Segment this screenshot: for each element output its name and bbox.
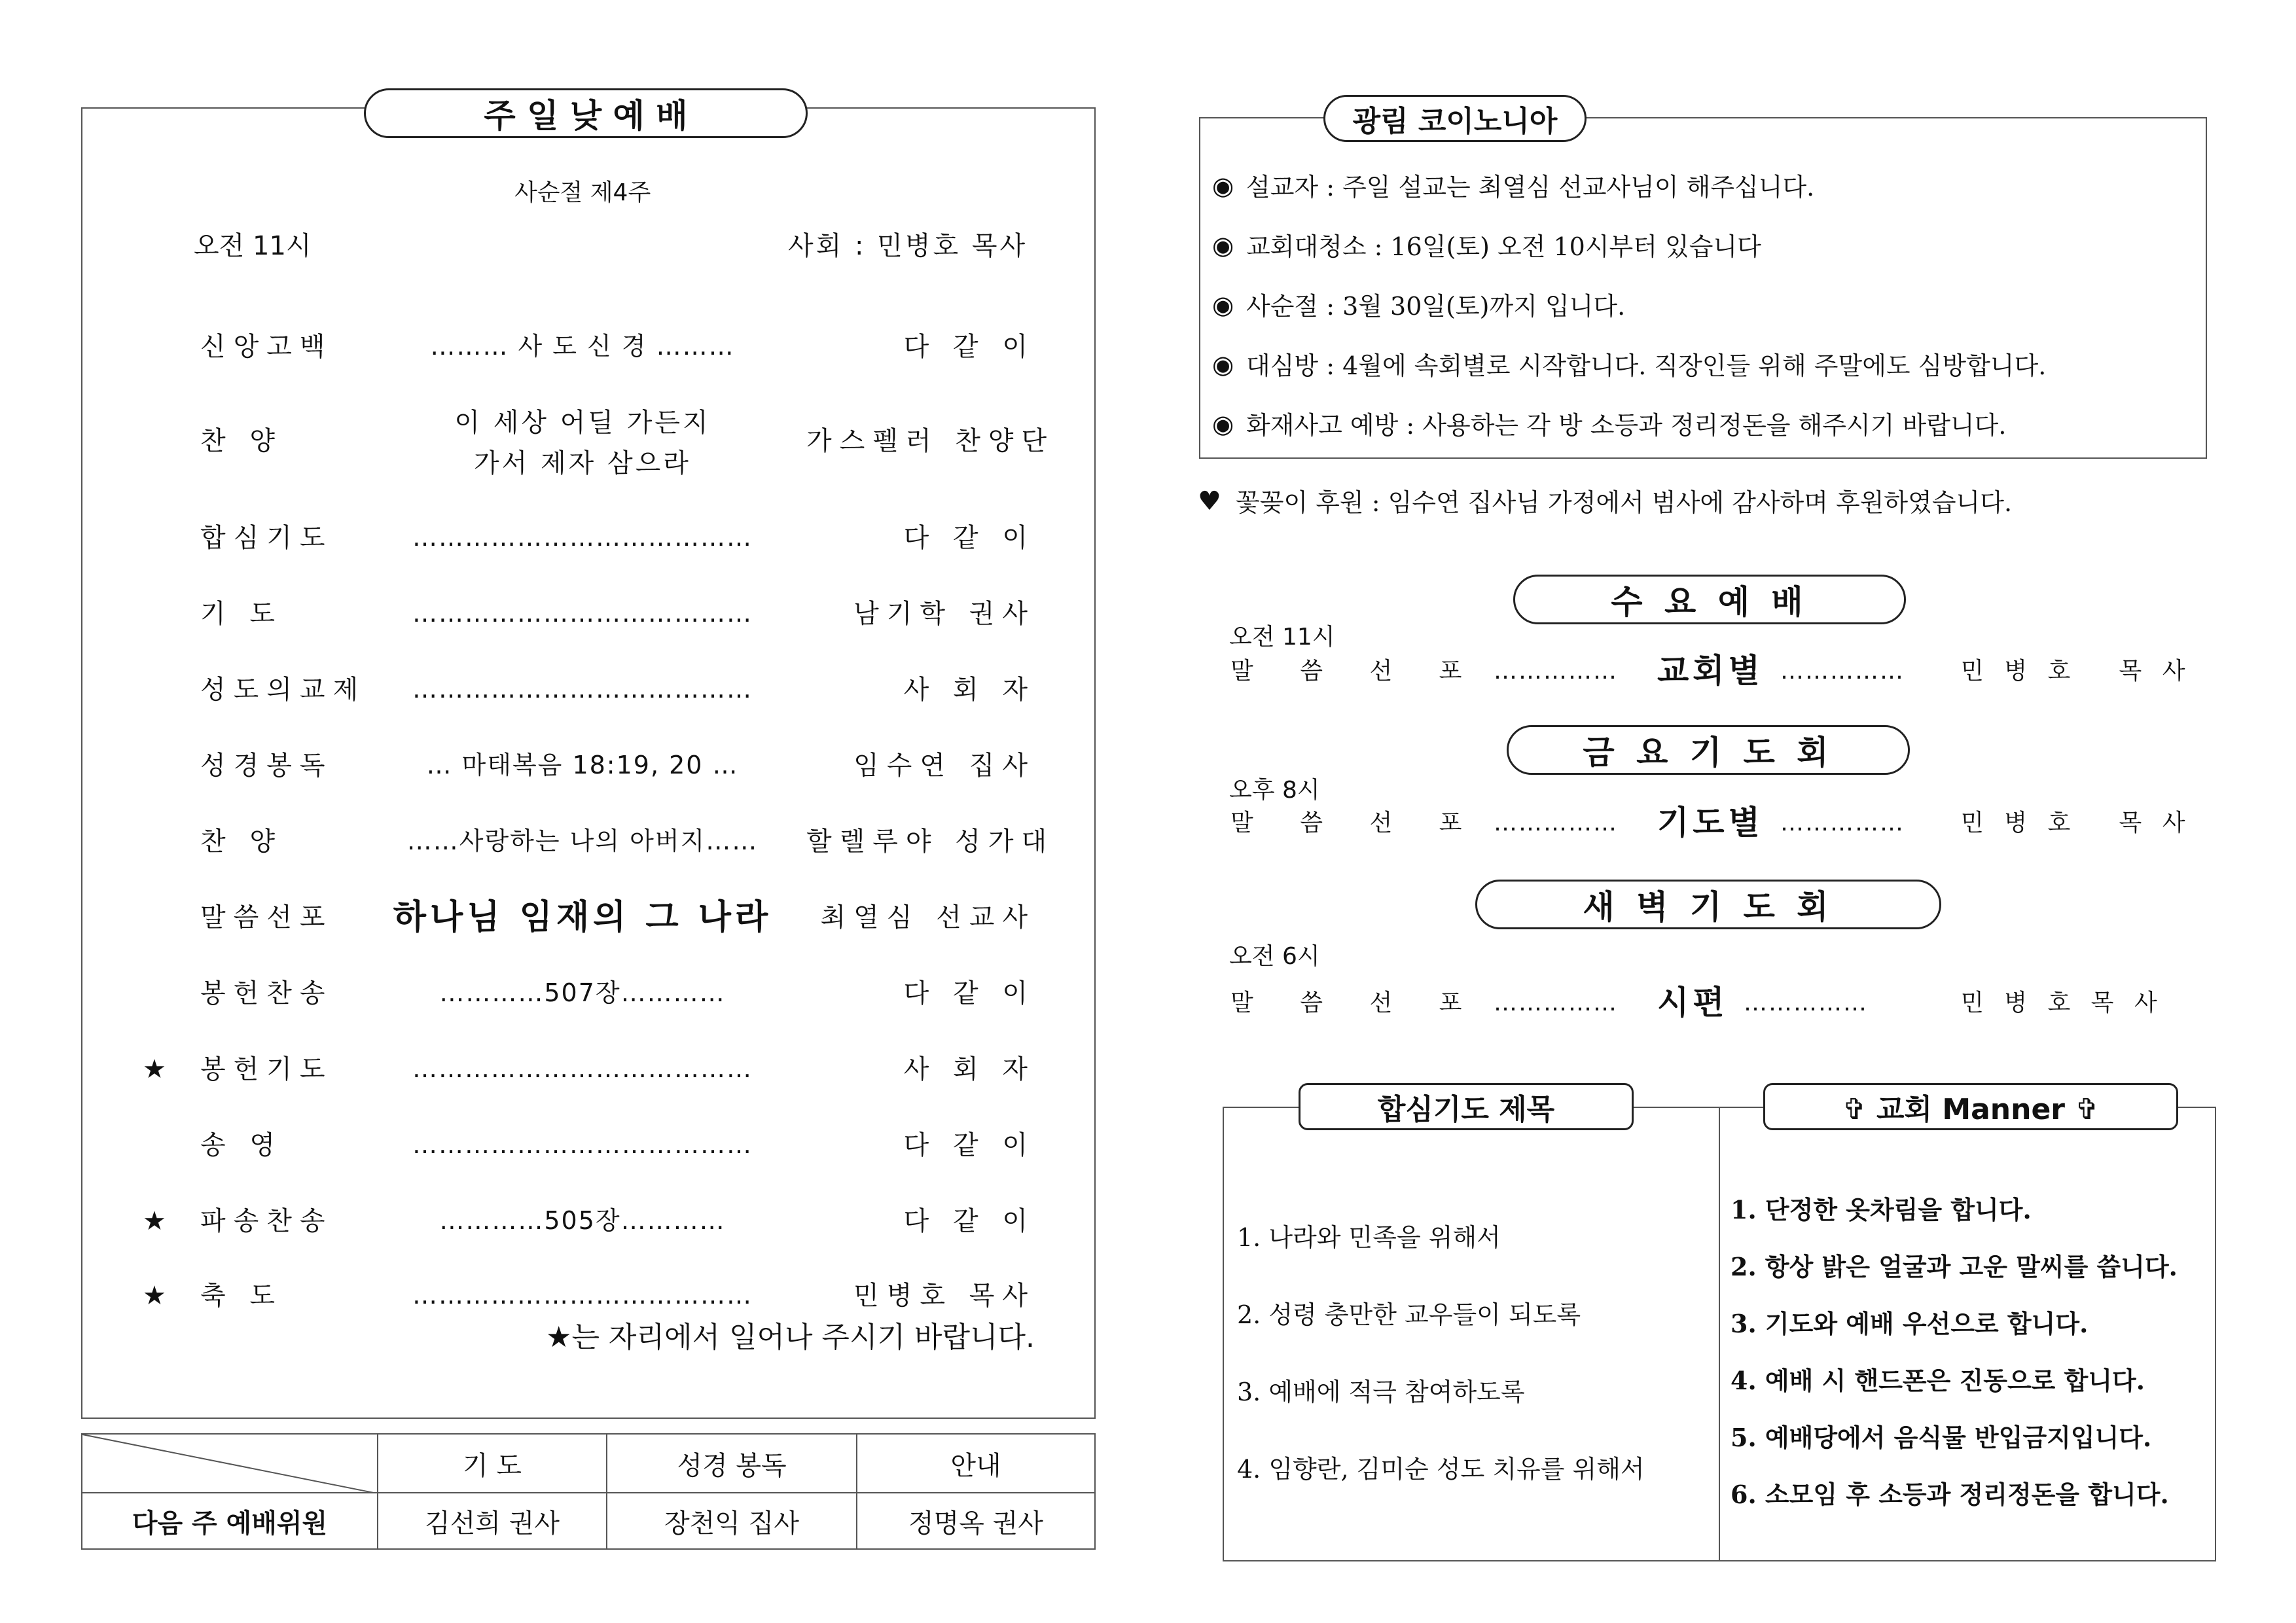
service-time: 오전 11시 bbox=[1229, 624, 1335, 651]
prayer-topic-item: 1. 나라와 민족을 위해서 bbox=[1237, 1223, 1501, 1252]
order-item-name: 신앙고백 bbox=[200, 332, 333, 362]
order-item-leader: 할렐루야 성가대 bbox=[806, 827, 1055, 857]
order-item-leader: 임수연 집사 bbox=[853, 751, 1035, 781]
next-usher-person: 정명옥 권사 bbox=[857, 1493, 1095, 1549]
koinonia-box bbox=[1199, 117, 2207, 459]
header-usher: 안내 bbox=[857, 1434, 1095, 1493]
notice-bullet-icon: ◉ bbox=[1212, 410, 1234, 438]
notice-item: 화재사고 예방 : 사용하는 각 방 소등과 정리정돈을 해주시기 바랍니다. bbox=[1246, 411, 2007, 440]
sermon-label: 말 씀 선 포 bbox=[1230, 658, 1462, 685]
order-item-leader: 다 같 이 bbox=[903, 978, 1035, 1008]
order-item-content: … 마태복음 18:19, 20 … bbox=[426, 751, 739, 779]
order-item-leader: 다 같 이 bbox=[903, 1206, 1035, 1236]
order-item-content: ………………………………… bbox=[412, 1281, 753, 1310]
service-time: 오전 6시 bbox=[1229, 943, 1320, 970]
order-item-content-line2: 가서 제자 삼으라 bbox=[474, 448, 691, 478]
order-item-name: 기 도 bbox=[200, 599, 283, 629]
star-marker: ★ bbox=[143, 1054, 166, 1084]
order-item-name: 찬 양 bbox=[200, 827, 283, 857]
diagonal-line bbox=[82, 1435, 377, 1493]
service-title: 금 요 기 도 회 bbox=[1507, 725, 1910, 775]
notice-item: 교회대청소 : 16일(토) 오전 10시부터 있습니다 bbox=[1246, 232, 1761, 261]
order-item-content: ………………………………… bbox=[412, 675, 753, 704]
flower-heart-icon: ♥ bbox=[1198, 486, 1221, 516]
sermon-label: 말 씀 선 포 bbox=[1230, 990, 1462, 1016]
notice-item: 사순절 : 3월 30일(토)까지 입니다. bbox=[1246, 292, 1626, 321]
manner-title: ✞ 교회 Manner ✞ bbox=[1763, 1083, 2178, 1130]
notice-bullet-icon: ◉ bbox=[1212, 291, 1234, 319]
sunday-worship-title: 주 일 낮 예 배 bbox=[364, 88, 808, 138]
sermon-topic: 시편 bbox=[1657, 984, 1729, 1022]
next-prayer-person: 김선희 권사 bbox=[378, 1493, 607, 1549]
sermon-dots-left: …………… bbox=[1494, 810, 1618, 836]
sermon-topic: 기도별 bbox=[1657, 804, 1764, 842]
order-item-name: 찬 양 bbox=[200, 426, 283, 456]
header-prayer: 기 도 bbox=[378, 1434, 607, 1493]
next-week-table bbox=[81, 1433, 1096, 1550]
sermon-dots-right: …………… bbox=[1780, 810, 1905, 836]
season-label: 사순절 제4주 bbox=[514, 179, 651, 206]
order-item-content: ………………………………… bbox=[412, 1130, 753, 1159]
koinonia-title: 광림 코이노니아 bbox=[1323, 95, 1587, 142]
service-title: 새 벽 기 도 회 bbox=[1475, 880, 1941, 929]
order-item-name: 성도의교제 bbox=[200, 675, 367, 705]
sermon-dots-left: …………… bbox=[1494, 990, 1618, 1016]
order-item-name: 말씀선포 bbox=[200, 902, 333, 933]
service-preacher: 민 병 호 목 사 bbox=[1961, 810, 2192, 836]
order-item-content: ……… 사 도 신 경 ……… bbox=[430, 332, 735, 361]
manner-item: 2. 항상 밝은 얼굴과 고운 말씨를 씁니다. bbox=[1731, 1252, 2178, 1281]
flower-note: 꽃꽂이 후원 : 임수연 집사님 가정에서 범사에 감사하며 후원하였습니다. bbox=[1236, 488, 2013, 517]
notice-bullet-icon: ◉ bbox=[1212, 171, 1234, 200]
manner-item: 3. 기도와 예배 우선으로 합니다. bbox=[1731, 1309, 2089, 1338]
order-item-name: 봉헌찬송 bbox=[200, 978, 333, 1008]
order-item-name: 송 영 bbox=[200, 1130, 283, 1160]
sermon-dots-right: …………… bbox=[1780, 658, 1905, 685]
order-item-leader: 사 회 자 bbox=[903, 675, 1035, 705]
notice-bullet-icon: ◉ bbox=[1212, 350, 1234, 379]
order-item-leader: 다 같 이 bbox=[903, 523, 1035, 553]
manner-item: 6. 소모임 후 소등과 정리정돈을 합니다. bbox=[1731, 1480, 2169, 1509]
service-time: 오후 8시 bbox=[1229, 777, 1320, 804]
notice-item: 설교자 : 주일 설교는 최열심 선교사님이 해주십니다. bbox=[1246, 173, 1815, 202]
standing-footnote: ★는 자리에서 일어나 주시기 바랍니다. bbox=[546, 1321, 1035, 1354]
order-item-name: 파송찬송 bbox=[200, 1206, 333, 1236]
sermon-dots-left: …………… bbox=[1494, 658, 1618, 685]
prayer-topic-item: 4. 임향란, 김미순 성도 치유를 위해서 bbox=[1237, 1455, 1645, 1484]
service-title: 수 요 예 배 bbox=[1513, 575, 1906, 624]
order-item-content: ………………………………… bbox=[412, 599, 753, 628]
diagonal-cell bbox=[82, 1434, 378, 1493]
order-item-leader: 최열심 선교사 bbox=[820, 902, 1035, 933]
next-scripture-person: 장천익 집사 bbox=[607, 1493, 857, 1549]
order-item-leader: 다 같 이 bbox=[903, 332, 1035, 362]
service-preacher: 민 병 호 목 사 bbox=[1961, 990, 2164, 1016]
header-scripture: 성경 봉독 bbox=[607, 1434, 857, 1493]
order-item-leader: 가스펠러 찬양단 bbox=[806, 426, 1055, 456]
notice-item: 대심방 : 4월에 속회별로 시작합니다. 직장인들 위해 주말에도 심방합니다. bbox=[1246, 351, 2047, 380]
sermon-dots-right: …………… bbox=[1744, 990, 1868, 1016]
notice-bullet-icon: ◉ bbox=[1212, 231, 1234, 260]
sermon-label: 말 씀 선 포 bbox=[1230, 810, 1462, 836]
order-item-name: 합심기도 bbox=[200, 523, 333, 553]
sermon-topic: 교회별 bbox=[1657, 652, 1764, 690]
order-item-name: 봉헌기도 bbox=[200, 1054, 333, 1084]
presider: 사회 : 민병호 목사 bbox=[788, 231, 1028, 261]
order-item-content: ………………………………… bbox=[412, 1054, 753, 1083]
prayer-topics-box bbox=[1223, 1107, 1720, 1561]
order-item-name: 성경봉독 bbox=[200, 751, 333, 781]
order-item-leader: 민병호 목사 bbox=[853, 1281, 1035, 1311]
order-item-content: ………………………………… bbox=[412, 523, 753, 552]
order-item-content: 하나님 임재의 그 나라 bbox=[393, 898, 772, 937]
manner-item: 5. 예배당에서 음식물 반입금지입니다. bbox=[1731, 1423, 2152, 1452]
service-preacher: 민 병 호 목 사 bbox=[1961, 658, 2192, 685]
star-marker: ★ bbox=[143, 1281, 166, 1311]
prayer-topic-item: 2. 성령 충만한 교우들이 되도록 bbox=[1237, 1300, 1581, 1329]
order-item-content: …………505장………… bbox=[439, 1206, 726, 1235]
manner-item: 1. 단정한 옷차림을 합니다. bbox=[1731, 1195, 2032, 1224]
order-item-leader: 사 회 자 bbox=[903, 1054, 1035, 1084]
next-week-row-label: 다음 주 예배위원 bbox=[82, 1493, 378, 1549]
manner-item: 4. 예배 시 핸드폰은 진동으로 합니다. bbox=[1731, 1366, 2145, 1395]
service-time: 오전 11시 bbox=[194, 231, 312, 261]
order-item-content: ……사랑하는 나의 아버지…… bbox=[406, 827, 759, 855]
order-item-content: …………507장………… bbox=[439, 978, 726, 1007]
star-marker: ★ bbox=[143, 1206, 166, 1236]
order-item-name: 축 도 bbox=[200, 1281, 283, 1311]
order-item-leader: 남기학 권사 bbox=[853, 599, 1035, 629]
prayer-topic-item: 3. 예배에 적극 참여하도록 bbox=[1237, 1378, 1525, 1406]
order-item-leader: 다 같 이 bbox=[903, 1130, 1035, 1160]
order-item-content: 이 세상 어딜 가든지 bbox=[454, 408, 711, 438]
prayer-topics-title: 합심기도 제목 bbox=[1299, 1083, 1634, 1130]
